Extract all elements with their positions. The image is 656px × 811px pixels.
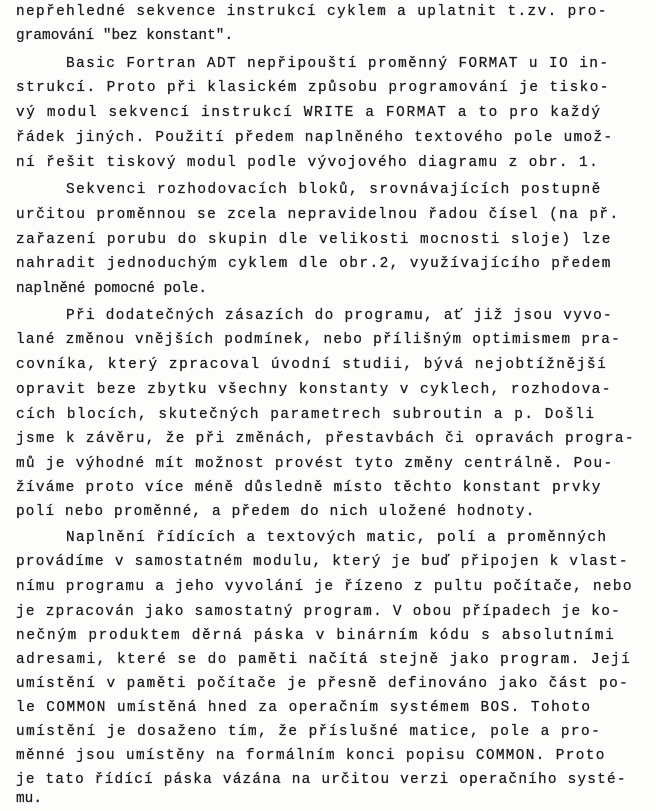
text-line: umístění je dosaženo tím, že příslušné matice, pole a pro- (16, 724, 602, 740)
text-line: provádíme v samostatném modulu, který je buď připojen k vlast- (16, 554, 629, 570)
text-line: Basic Fortran ADT nepřipouští proměnný FORMAT u IO in- (66, 56, 610, 72)
text-line: le COMMON umístěná hned za operačním systémem BOS. Tohoto (16, 700, 592, 716)
text-line: cích blocích, skutečných parametrech subroutin a p. Došli (16, 407, 596, 423)
text-line: měnné jsou umístěny na formálním konci popisu COMMON. Proto (16, 748, 606, 764)
text-line: umístění v paměti počítače je přesně definováno jako část po- (16, 676, 630, 692)
text-line: Při dodatečných zásazích do programu, ať již jsou vyvo- (66, 308, 613, 324)
text-line: nahradit jednoduchým cyklem dle obr.2, využívajícího předem (16, 256, 612, 272)
text-line: řádek jiných. Použití předem naplněného textového pole umož- (16, 130, 614, 146)
text-line: Naplnění řídících a textových matic, polí a proměnných (66, 530, 608, 546)
text-line: je zpracován jako samostatný program. V obou případech je ko- (16, 604, 622, 620)
text-line: lané změnou vnějších podmínek, nebo přílišným optimismem pra- (16, 332, 622, 348)
text-line: je tato řídící páska vázána na určitou verzi operačního systé- (16, 772, 627, 788)
text-line: naplněné pomocné pole. (16, 281, 208, 297)
text-line: zařazení porubu do skupin dle velikosti mocnosti sloje) lze (16, 232, 612, 248)
text-line: mů je výhodné mít možnost provést tyto změny centrálně. Pou- (16, 456, 614, 472)
text-line: gramování "bez konstant". (16, 28, 234, 44)
text-line: žíváme proto více méně důsledně místo těchto konstant prvky (16, 480, 602, 496)
text-line: strukcí. Proto při klasickém způsobu programování je tisko- (16, 80, 610, 96)
text-line: adresami, které se do paměti načítá stejně jako program. Její (16, 652, 632, 668)
text-line: vý modul sekvencí instrukcí WRITE a FORMAT a to pro každý (16, 105, 602, 121)
text-line: nímu programu a jeho vyvolání je řízeno z pultu počítače, nebo (16, 579, 633, 595)
text-line: Sekvenci rozhodovacích bloků, srovnávajících postupně (66, 182, 602, 198)
text-line: nepřehledné sekvence instrukcí cyklem a uplatnit t.zv. pro- (16, 4, 608, 20)
text-line: ní řešit tiskový modul podle vývojového diagramu z obr. 1. (16, 155, 600, 171)
text-line: opravit beze zbytku všechny konstanty v cyklech, rozhodova- (16, 382, 612, 398)
text-line: polí nebo proměnné, a předem do nich uložené hodnoty. (16, 504, 536, 520)
text-line: určitou proměnnou se zcela nepravidelnou řadou čísel (na př. (16, 207, 620, 223)
text-line: jsme k závěru, že při změnách, přestavbách či opravách progra- (16, 431, 635, 447)
text-line: mu. (16, 791, 43, 807)
text-line: covníka, který zpracoval úvodní studii, bývá nejobtížnější (16, 357, 608, 373)
text-line: nečným produktem děrná páska v binárním kódu s absolutními (16, 628, 616, 644)
